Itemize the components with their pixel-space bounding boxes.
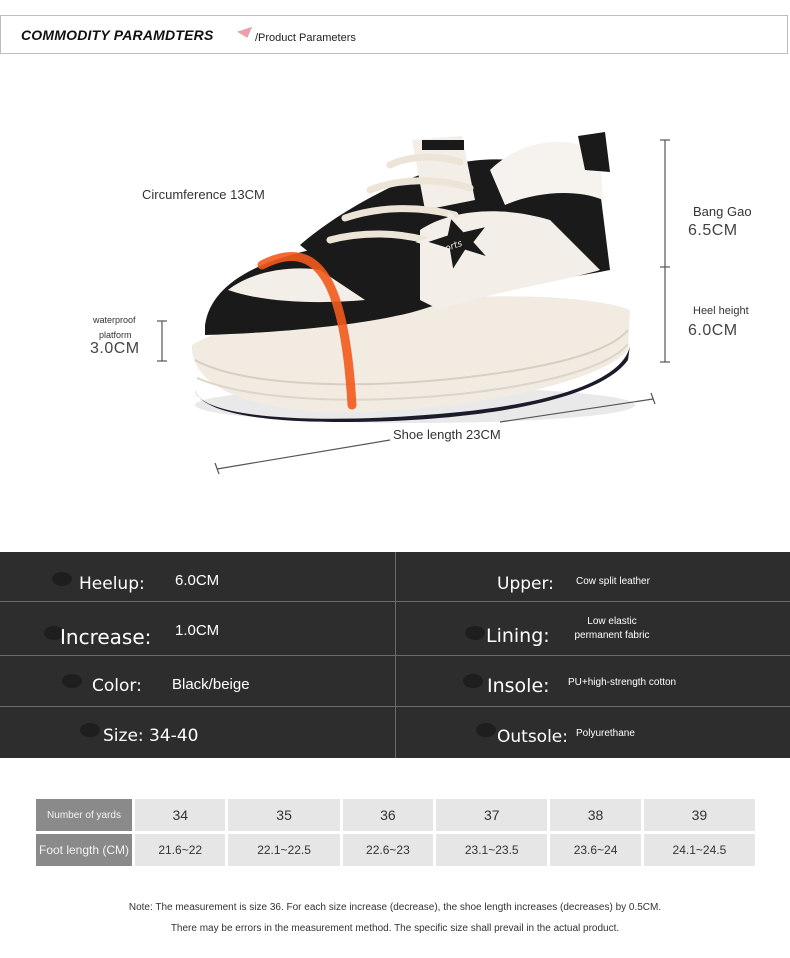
spec-label-heelup: Heelup: — [79, 574, 145, 594]
heel-height-label: Heel height — [693, 305, 749, 317]
spec-value-color: Black/beige — [172, 676, 250, 693]
spec-row — [0, 707, 790, 758]
table-cell: 24.1~24.5 — [644, 834, 755, 866]
section-header — [0, 15, 788, 54]
bang-gao-value: 6.5CM — [688, 222, 738, 239]
spec-value-lining: Low elastic permanent fabric — [574, 616, 650, 641]
disclaimer-note: There may be errors in the measurement method. The specific size shall prevail in the actual product. — [170, 923, 620, 934]
circumference-label: Circumference 13CM — [142, 187, 265, 202]
table-cell: 35 — [228, 799, 339, 831]
table-cell: 22.6~23 — [343, 834, 433, 866]
table-cell: 22.1~22.5 — [228, 834, 339, 866]
spec-value-insole: PU+high-strength cotton — [568, 677, 677, 688]
section-subtitle: /Product Parameters — [255, 32, 356, 44]
shoe-length-label: Shoe length 23CM — [393, 427, 501, 442]
table-cell: 21.6~22 — [135, 834, 225, 866]
bang-gao-label: Bang Gao — [693, 204, 752, 219]
spec-row — [0, 656, 790, 707]
size-row-header: Number of yards — [36, 799, 132, 831]
spec-label-lining: Lining: — [486, 625, 550, 647]
table-cell: 38 — [550, 799, 640, 831]
spec-label-increase: Increase: — [60, 625, 152, 649]
table-cell: 36 — [343, 799, 433, 831]
shoe-measurement-diagram — [0, 60, 790, 530]
spec-panel — [0, 552, 790, 758]
spec-row — [0, 602, 790, 656]
table-row — [36, 834, 755, 866]
measurement-note: Note: The measurement is size 36. For each size increase (decrease), the shoe length increases (decreases) by 0.5CM. — [128, 902, 662, 913]
spec-value-increase: 1.0CM — [175, 622, 220, 639]
size-table — [33, 796, 758, 869]
heel-height-value: 6.0CM — [688, 322, 738, 339]
shoe-logo-text: Sports — [433, 238, 464, 259]
spec-value-upper: Cow split leather — [576, 576, 650, 587]
shoe-illustration — [0, 60, 790, 530]
platform-label-line2: platform — [99, 330, 132, 340]
spec-value-outsole: Polyurethane — [576, 728, 635, 739]
table-cell: 34 — [135, 799, 225, 831]
spec-row — [0, 552, 790, 602]
pink-triangle-icon — [237, 27, 255, 41]
table-cell: 37 — [436, 799, 547, 831]
platform-value: 3.0CM — [90, 340, 140, 357]
table-cell: 23.6~24 — [550, 834, 640, 866]
spec-label-color: Color: — [92, 676, 142, 696]
spec-label-insole: Insole: — [487, 675, 550, 697]
table-cell: 23.1~23.5 — [436, 834, 547, 866]
spec-label-outsole: Outsole: — [497, 727, 568, 747]
table-row — [36, 799, 755, 831]
spec-value-heelup: 6.0CM — [175, 572, 220, 589]
spec-label-upper: Upper: — [497, 574, 554, 594]
spec-label-size: Size: 34-40 — [103, 726, 199, 746]
section-title: COMMODITY PARAMDTERS — [21, 27, 214, 43]
table-cell: 39 — [644, 799, 755, 831]
platform-label-line1: waterproof — [93, 315, 136, 325]
foot-length-row-header: Foot length (CM) — [36, 834, 132, 866]
